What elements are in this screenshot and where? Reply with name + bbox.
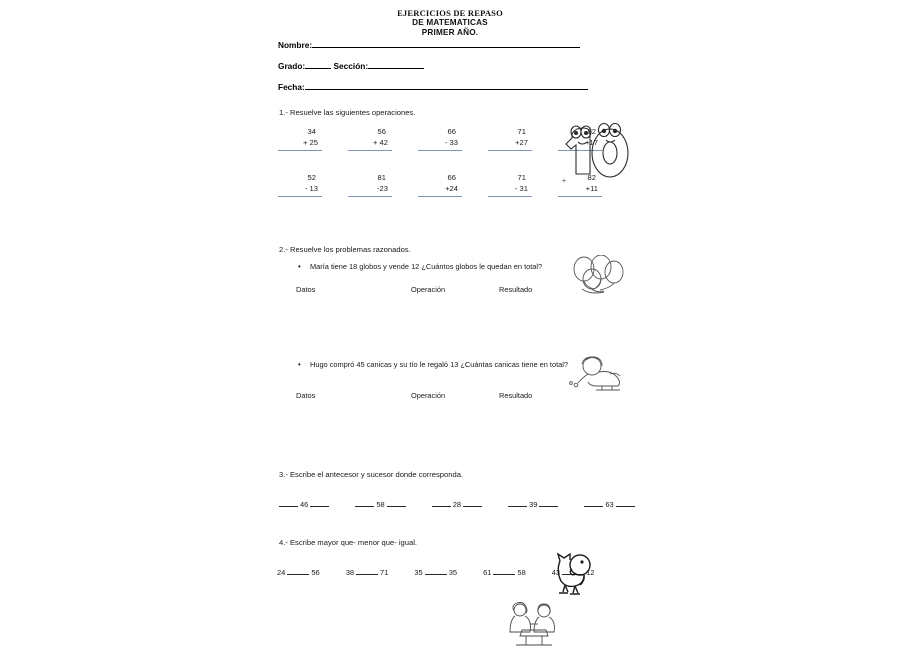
operacion-label: Operación	[411, 391, 446, 400]
field-fecha	[278, 80, 588, 92]
page-title	[330, 8, 570, 37]
answer-line[interactable]	[418, 196, 462, 197]
antecesor-sucesor-item	[355, 497, 405, 509]
operand-bottom: + 42	[373, 138, 388, 147]
operand-top: 82	[587, 173, 596, 182]
field-grado-seccion	[278, 59, 424, 71]
operand-bottom: - 13	[304, 184, 318, 193]
operand-bottom: + 25	[303, 138, 318, 147]
operation-item	[418, 126, 466, 151]
fecha-label: Fecha:	[278, 82, 305, 92]
problem-2-text: • Hugo compró 45 canicas y su tío le regaló 13 ¿Cuántas canicas tiene en total?	[296, 360, 586, 371]
operand-top: 71	[517, 127, 526, 136]
operand-top: 56	[377, 127, 386, 136]
operand-top: 52	[307, 173, 316, 182]
section-3-heading: 3.- Escribe el antecesor y sucesor donde corresponda.	[279, 470, 464, 479]
comparison-right: 56	[311, 568, 320, 577]
grado-label: Grado:	[278, 61, 306, 71]
children-reading-icon	[502, 600, 564, 655]
answer-line[interactable]	[278, 150, 322, 151]
problem-1-work-labels	[296, 285, 579, 294]
datos-label: Datos	[296, 285, 316, 294]
comparison-blank[interactable]	[493, 565, 515, 575]
center-number: 58	[376, 500, 385, 509]
operation-item	[488, 126, 536, 151]
antecesor-blank[interactable]	[432, 497, 451, 507]
operand-bottom: +24	[445, 184, 458, 193]
center-number: 28	[452, 500, 462, 509]
datos-label: Datos	[296, 391, 316, 400]
resultado-label: Resultado	[499, 391, 533, 400]
answer-line[interactable]	[488, 196, 532, 197]
operation-item	[348, 126, 396, 151]
center-number: 46	[300, 500, 309, 509]
comparison-left: 35	[414, 568, 423, 577]
antecesor-blank[interactable]	[355, 497, 374, 507]
operand-bottom: - 31	[514, 184, 528, 193]
antecesor-sucesor-item	[432, 497, 482, 509]
antecesor-sucesor-item	[508, 497, 558, 509]
comparison-left: 24	[277, 568, 286, 577]
comparison-item	[414, 565, 457, 577]
comparison-blank[interactable]	[287, 565, 309, 575]
operand-top: 66	[447, 173, 456, 182]
comparison-right: 12	[586, 568, 595, 577]
operand-bottom: -23	[377, 184, 388, 193]
comparison-item	[277, 565, 320, 577]
problem-2	[296, 360, 586, 371]
operand-bottom: +11	[585, 184, 598, 193]
operand-bottom: +17	[585, 138, 598, 147]
antecesor-blank[interactable]	[279, 497, 298, 507]
comparison-blank[interactable]	[356, 565, 378, 575]
section-1-heading: 1.- Resuelve las siguientes operaciones.	[279, 108, 416, 117]
comparison-item	[483, 565, 526, 577]
operation-item	[488, 172, 536, 197]
operation-item	[418, 172, 466, 197]
operand-top: 82	[587, 127, 596, 136]
operand-top: 34	[307, 127, 316, 136]
answer-line[interactable]	[278, 196, 322, 197]
antecesor-sucesor-item	[584, 497, 634, 509]
sucesor-blank[interactable]	[387, 497, 406, 507]
operand-top: 71	[517, 173, 526, 182]
operation-item	[278, 172, 326, 197]
sucesor-blank[interactable]	[310, 497, 329, 507]
section-2-heading: 2.- Resuelve los problemas razonados.	[279, 245, 411, 254]
problem-2-work-labels	[296, 391, 579, 400]
problem-1-text: • María tiene 18 globos y vende 12 ¿Cuántos globos le quedan en total?	[296, 262, 586, 273]
answer-line[interactable]	[348, 196, 392, 197]
answer-line[interactable]	[348, 150, 392, 151]
comparison-left: 38	[345, 568, 355, 577]
seccion-label: Sección:	[333, 61, 369, 71]
sucesor-blank[interactable]	[463, 497, 482, 507]
title-line-2: DE MATEMATICAS	[412, 18, 488, 28]
grado-blank-line[interactable]	[305, 59, 331, 69]
title-line-3: PRIMER AÑO.	[421, 27, 479, 37]
sucesor-blank[interactable]	[616, 497, 635, 507]
comparison-left: 43	[551, 568, 561, 577]
center-number: 39	[529, 500, 538, 509]
nombre-blank-line[interactable]	[312, 38, 580, 48]
answer-line[interactable]	[418, 150, 462, 151]
operacion-label: Operación	[411, 285, 446, 294]
answer-line[interactable]	[488, 150, 532, 151]
operand-top: 81	[377, 173, 386, 182]
comparison-right: 71	[380, 568, 389, 577]
child-playing-marbles-icon	[566, 352, 632, 399]
operand-bottom: +27	[515, 138, 528, 147]
cartoon-number-ten-icon	[558, 118, 632, 185]
antecesor-sucesor-item	[279, 497, 329, 509]
comparison-right: 35	[448, 568, 458, 577]
comparison-right: 58	[517, 568, 526, 577]
operand-top: 66	[447, 127, 456, 136]
antecesor-blank[interactable]	[508, 497, 527, 507]
operand-bottom: - 33	[444, 138, 458, 147]
operation-item	[278, 126, 326, 151]
tiny-plus-mark: +	[562, 178, 567, 185]
chick-icon	[552, 551, 596, 602]
center-number: 63	[605, 500, 614, 509]
nombre-label: Nombre:	[278, 40, 313, 50]
section-4-heading: 4.- Escribe mayor que- menor que- igual.	[279, 538, 418, 547]
title-line-1: EJERCICIOS DE REPASO	[397, 8, 503, 18]
antecesor-sucesor-list	[279, 497, 661, 509]
comparison-left: 61	[483, 568, 492, 577]
problem-1	[296, 262, 586, 273]
sucesor-blank[interactable]	[539, 497, 558, 507]
resultado-label: Resultado	[499, 285, 533, 294]
balloons-icon	[570, 255, 626, 304]
fecha-blank-line[interactable]	[305, 80, 588, 90]
operation-item	[348, 172, 396, 197]
comparison-blank[interactable]	[425, 565, 447, 575]
seccion-blank-line[interactable]	[368, 59, 424, 69]
answer-line[interactable]	[558, 196, 602, 197]
field-nombre	[278, 38, 580, 50]
comparison-item	[346, 565, 389, 577]
antecesor-blank[interactable]	[584, 497, 603, 507]
